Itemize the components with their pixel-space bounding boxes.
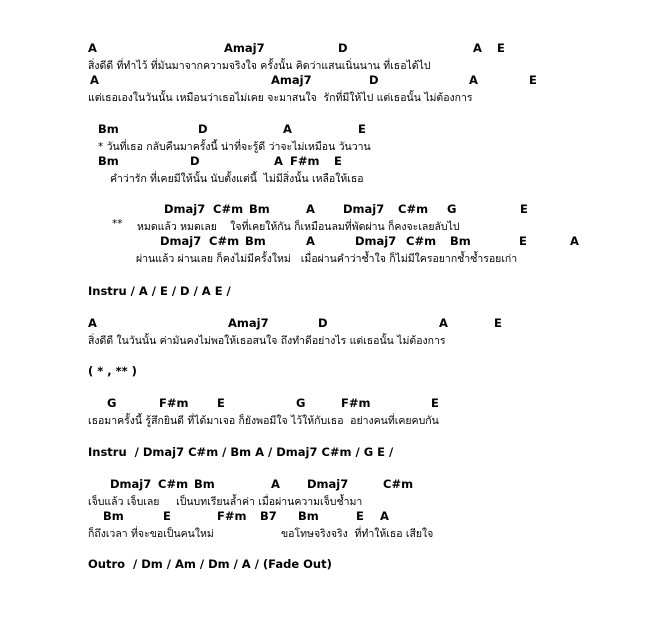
- chord-line: [0, 316, 659, 332]
- chord-label: A: [283, 122, 292, 136]
- chord-label: Bm: [98, 122, 119, 136]
- chord-label: D: [369, 73, 379, 87]
- lyric-text: ก็ถึงเวลา ที่จะขอเป็นคนใหม่: [88, 528, 214, 540]
- chord-label: G: [107, 396, 117, 410]
- chord-label: Dmaj7: [164, 202, 206, 216]
- chord-line: [0, 477, 659, 493]
- chord-line: [0, 202, 659, 218]
- section-line: [0, 445, 659, 461]
- chord-label: A: [439, 316, 448, 330]
- chord-label: Bm: [298, 509, 319, 523]
- chord-label: A: [380, 509, 389, 523]
- section-line: [0, 364, 659, 380]
- chord-label: D: [198, 122, 208, 136]
- chord-label: Dmaj7: [110, 477, 152, 491]
- chord-label: E: [358, 122, 366, 136]
- chord-label: C#m: [209, 234, 240, 248]
- lyric-text: หมดแล้ว หมดเลย ใจที่เคยให้กัน ก็เหมือนลมที่พัดผ่าน ก็คงจะเลยลับไป: [137, 221, 460, 233]
- chord-label: D: [338, 41, 348, 55]
- lyric-text: * วันที่เธอ กลับคืนมาครั้งนี้ น่าที่จะรู้ดี ว่าจะไม่เหมือน วันวาน: [98, 141, 371, 153]
- chord-label: Amaj7: [224, 41, 265, 55]
- chord-line: [0, 73, 659, 89]
- lyric-text: **: [112, 218, 123, 230]
- chord-label: E: [494, 316, 502, 330]
- chord-label: D: [318, 316, 328, 330]
- lyric-text: ขอโทษจริงจริง ที่ทำให้เธอ เสียใจ: [281, 528, 434, 540]
- chord-label: E: [163, 509, 171, 523]
- chord-label: C#m: [158, 477, 189, 491]
- lyric-line: [0, 412, 659, 428]
- chord-label: E: [356, 509, 364, 523]
- chord-label: Dmaj7: [355, 234, 397, 248]
- chord-label: Bm: [98, 154, 119, 168]
- chord-label: A: [473, 41, 482, 55]
- chord-label: Bm: [103, 509, 124, 523]
- chord-label: Bm: [249, 202, 270, 216]
- chord-line: [0, 509, 659, 525]
- lyric-line: [0, 525, 659, 541]
- lyric-line: [0, 493, 659, 509]
- chord-label: G: [447, 202, 457, 216]
- lyric-line: [0, 89, 659, 105]
- chord-label: Dmaj7: [160, 234, 202, 248]
- lyric-line: [0, 250, 659, 266]
- chord-label: Bm: [194, 477, 215, 491]
- section-label: Outro / Dm / Am / Dm / A / (Fade Out): [88, 557, 332, 571]
- chord-label: A: [570, 234, 579, 248]
- chord-label: A: [306, 234, 315, 248]
- section-line: [0, 557, 659, 573]
- lyric-line: [0, 57, 659, 73]
- chord-label: A: [90, 73, 99, 87]
- lyric-line: [0, 138, 659, 154]
- lyric-text: ผ่านแล้ว ผ่านเลย ก็คงไม่มีครั้งใหม่ เมื่อผ่านคำว่าช้ำใจ ก็ไม่มีใครอยากช้ำซ้ำรอยเก่า: [136, 253, 518, 265]
- lyric-text: สิ่งดีดี ที่ทำไว้ ที่มันมาจากความจริงใจ ครั้งนั้น คิดว่าแสนเนิ่นนาน ที่เธอได้ไป: [88, 60, 431, 72]
- chord-label: A: [271, 477, 280, 491]
- chord-line: [0, 41, 659, 57]
- chord-label: Bm: [245, 234, 266, 248]
- lyric-text: สิ่งดีดี ในวันนั้น ค่ามันคงไม่พอให้เธอสนใจ ถึงทำดีอย่างไร แต่เธอนั้น ไม่ต้องการ: [88, 335, 446, 347]
- chord-line: [0, 154, 659, 170]
- chord-label: E: [217, 396, 225, 410]
- lyric-line: [0, 170, 659, 186]
- section-line: [0, 284, 659, 300]
- chord-label: E: [497, 41, 505, 55]
- lyric-text: เจ็บแล้ว เจ็บเลย เป็นบทเรียนล้ำค่า เมื่อผ่านความเจ็บช้ำมา: [88, 496, 363, 508]
- chord-label: E: [334, 154, 342, 168]
- chord-label: Dmaj7: [307, 477, 349, 491]
- section-label: Instru / A / E / D / A E /: [88, 284, 231, 298]
- chord-label: Amaj7: [271, 73, 312, 87]
- chord-label: Bm: [450, 234, 471, 248]
- lyric-text: เธอมาครั้งนี้ รู้สึกยินดี ที่ได้มาเจอ ก็ยังพอมีใจ ไว้ให้กับเธอ อย่างคนที่เคยคบกัน: [88, 415, 439, 427]
- section-label: Instru / Dmaj7 C#m / Bm A / Dmaj7 C#m / G E /: [88, 445, 394, 459]
- chord-label: G: [296, 396, 306, 410]
- chord-label: E: [520, 202, 528, 216]
- chord-label: E: [529, 73, 537, 87]
- section-label: ( * , ** ): [88, 364, 137, 378]
- chord-label: Amaj7: [228, 316, 269, 330]
- chord-label: B7: [260, 509, 277, 523]
- chord-label: A: [274, 154, 283, 168]
- chord-label: E: [431, 396, 439, 410]
- lyric-line: [0, 218, 659, 234]
- chord-label: F#m: [159, 396, 189, 410]
- chord-label: C#m: [398, 202, 429, 216]
- chord-line: [0, 234, 659, 250]
- chord-label: C#m: [213, 202, 244, 216]
- chord-label: E: [519, 234, 527, 248]
- lyric-text: แต่เธอเองในวันนั้น เหมือนว่าเธอไม่เคย จะมาสนใจ รักที่มีให้ไป แต่เธอนั้น ไม่ต้องการ: [88, 92, 473, 104]
- chord-label: Dmaj7: [343, 202, 385, 216]
- chord-line: [0, 396, 659, 412]
- chord-label: A: [306, 202, 315, 216]
- chord-label: C#m: [406, 234, 437, 248]
- chord-label: F#m: [290, 154, 320, 168]
- chord-label: D: [190, 154, 200, 168]
- chord-label: A: [469, 73, 478, 87]
- lyric-line: [0, 332, 659, 348]
- chord-label: A: [88, 316, 97, 330]
- lyric-text: คำว่ารัก ที่เคยมีให้นั้น นับตั้งแต่นี้ ไม่มีสิ่งนั้น เหลือให้เธอ: [110, 173, 364, 185]
- chord-label: A: [88, 41, 97, 55]
- chord-label: C#m: [383, 477, 414, 491]
- chord-line: [0, 122, 659, 138]
- chord-label: F#m: [217, 509, 247, 523]
- chord-label: F#m: [341, 396, 371, 410]
